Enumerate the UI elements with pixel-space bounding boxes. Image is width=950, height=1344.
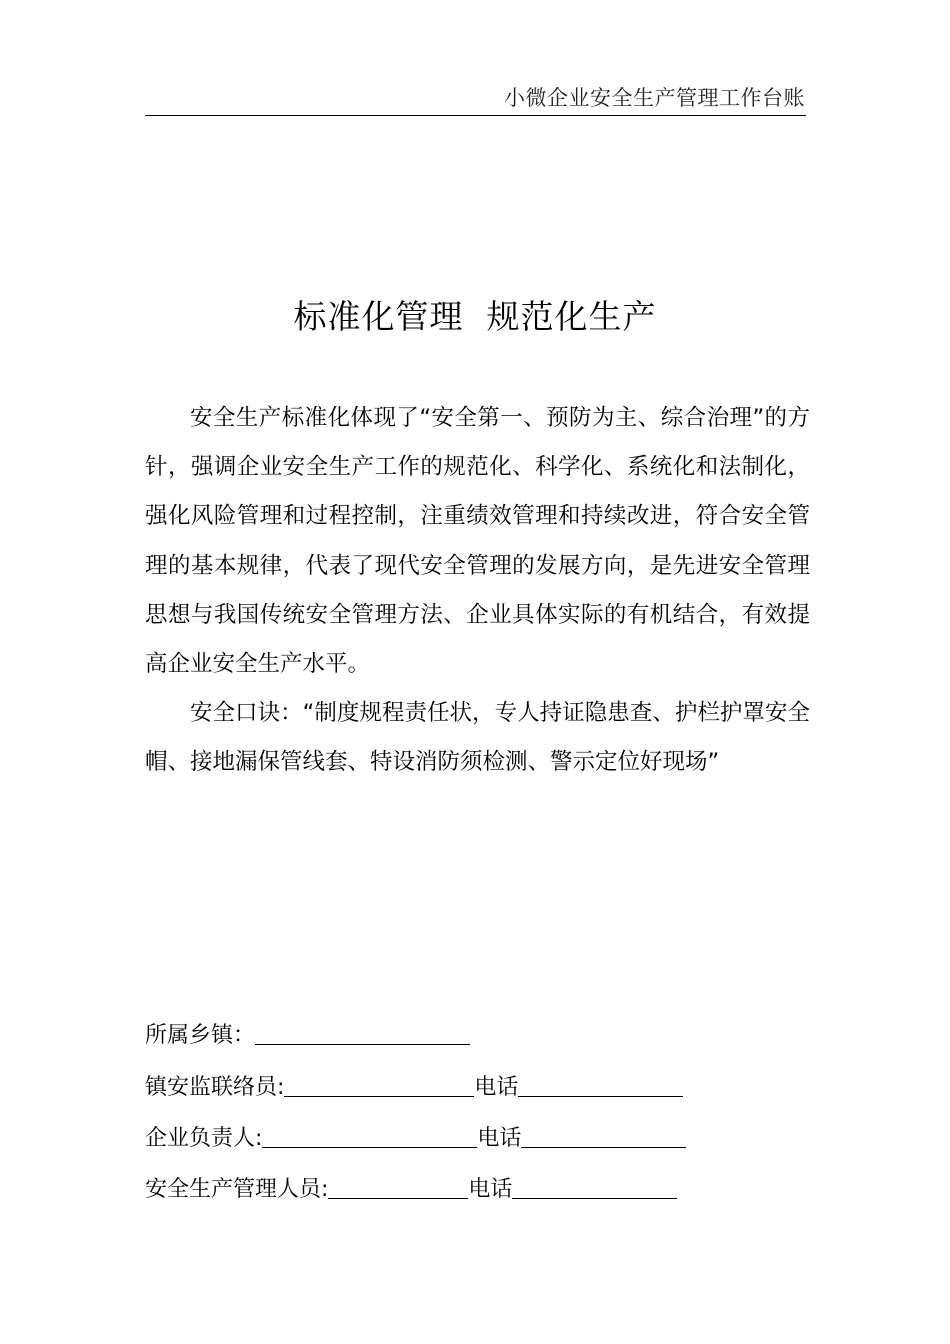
safety-manager-phone-blank[interactable] xyxy=(512,1170,677,1199)
safety-manager-phone-label: 电话 xyxy=(468,1177,513,1202)
header-divider xyxy=(145,115,806,116)
safety-manager-row xyxy=(145,1170,677,1210)
responsible-label: 企业负责人: xyxy=(145,1126,263,1151)
intro-paragraph: 安全生产标准化体现了“安全第一、预防为主、综合治理”的方针，强调企业安全生产工作的规范化、科学化、系统化和法制化，强化风险管理和过程控制，注重绩效管理和持续改进，符合安全管理的基本规律，代表了现代安全管理的发展方向，是先进安全管理思想与我国传统安全管理方法、企业具体实际的有机结合，有效提高企业安全生产水平。 xyxy=(145,405,810,678)
liaison-phone-label: 电话 xyxy=(474,1075,519,1100)
township-blank[interactable] xyxy=(255,1016,470,1045)
liaison-phone-blank[interactable] xyxy=(518,1068,683,1097)
responsible-row xyxy=(145,1119,686,1159)
responsible-blank[interactable] xyxy=(262,1119,477,1148)
running-header-title: 小微企业安全生产管理工作台账 xyxy=(504,86,805,110)
township-row xyxy=(145,1016,470,1056)
township-label: 所属乡镇： xyxy=(145,1023,256,1048)
liaison-label: 镇安监联络员: xyxy=(145,1075,285,1100)
safety-manager-label: 安全生产管理人员: xyxy=(145,1177,329,1202)
page-title: 标准化管理 规范化生产 xyxy=(293,297,657,336)
body-text xyxy=(145,394,810,788)
responsible-phone-blank[interactable] xyxy=(521,1119,686,1148)
safety-slogan-paragraph: 安全口诀：“制度规程责任状，专人持证隐患查、护栏护罩安全帽、接地漏保管线套、特设消防须检测、警示定位好现场” xyxy=(145,700,810,776)
liaison-blank[interactable] xyxy=(284,1068,474,1097)
safety-manager-blank[interactable] xyxy=(328,1170,468,1199)
responsible-phone-label: 电话 xyxy=(477,1126,522,1151)
liaison-row xyxy=(145,1068,683,1108)
